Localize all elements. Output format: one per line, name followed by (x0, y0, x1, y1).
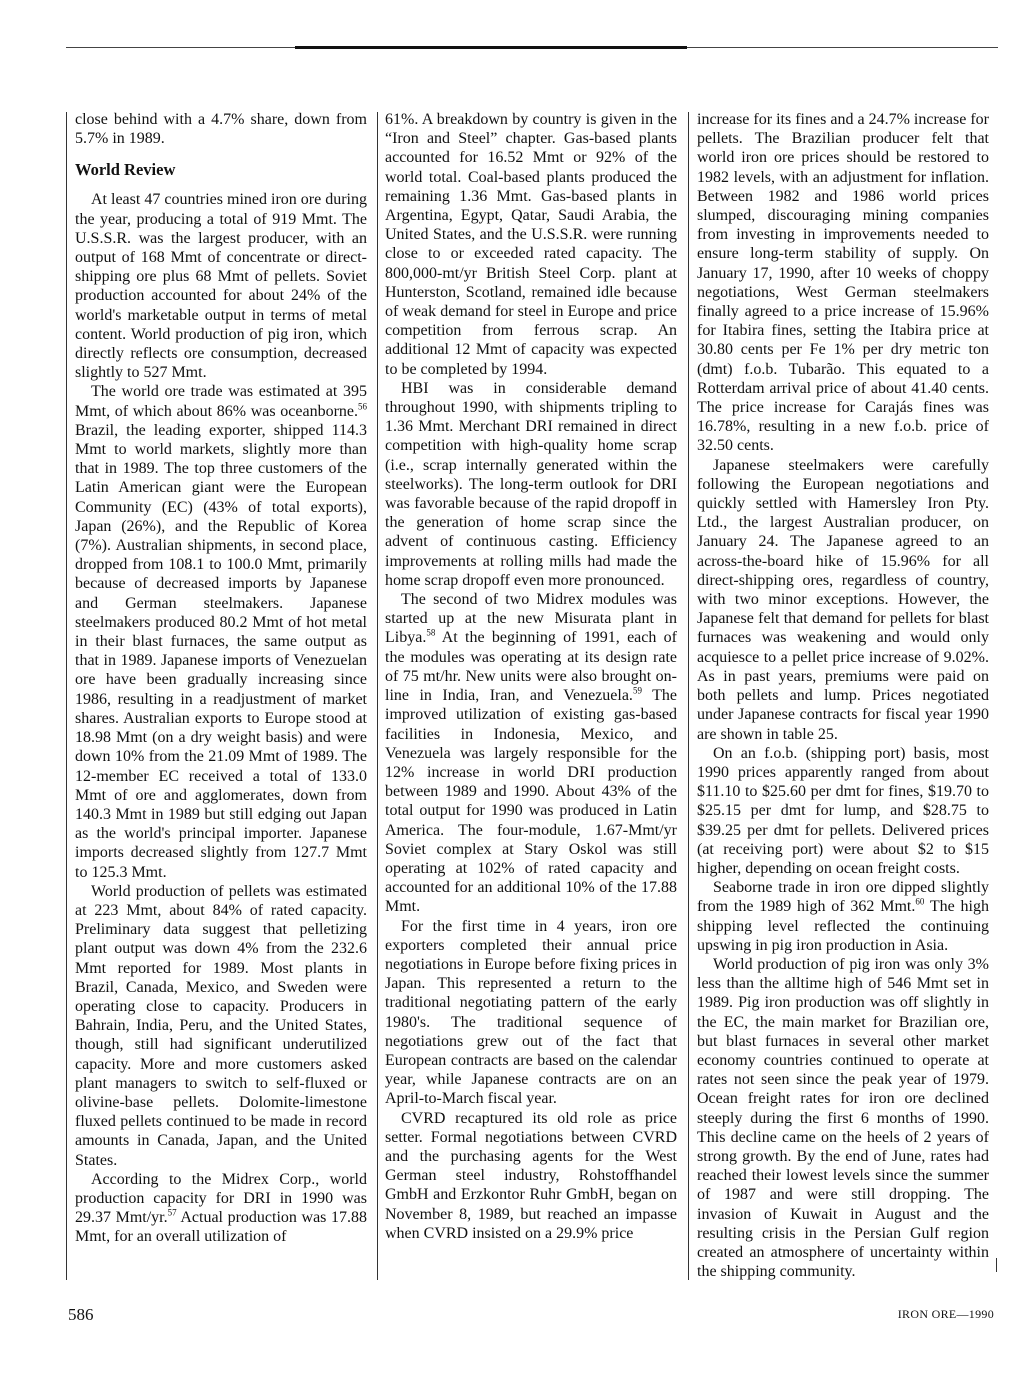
text-run: The second of two Midrex modules was started up at the new Misurata plant in Libya. (385, 591, 677, 647)
paragraph (385, 590, 677, 916)
top-rule-accent (295, 46, 687, 49)
paragraph: 61%. A breakdown by country is given in the “Iron and Steel” chapter. Gas-based plants accounted for 16.52 Mmt or 92% of the world total. Coal-based plants produced the remaining 1.36 Mmt. Gas-based plants in Argentina, Egypt, Qatar, Saudi Arabia, the United States, and the U.S.S.R. were running close to or exceeded rated capacity. The 800,000-mt/yr British Steel Corp. plant at Hunterston, Scotland, remained idle because of weak demand for steel in Europe and price competition from ferrous scrap. An additional 12 Mmt of capacity was expected to be completed by 1994. (385, 111, 677, 378)
page-number: 586 (68, 1305, 94, 1324)
text-run: According to the Midrex Corp., world production capacity for DRI in 1990 was 29.37 Mmt/yr. (75, 1170, 367, 1227)
text-run: Brazil, the leading exporter, shipped 114.3 Mmt to world markets, slightly more than that in 1989. The top three customers of the Latin American giant were the European Community (EC) (43% of total exports), Japan (26%), and the Republic of Korea (7%). Australian shipments, in second place, dropped from 108.1 to 100.0 Mmt, primarily because of decreased imports by Japanese and German steelmakers. Japanese steelmakers produced 80.2 Mmt of hot metal in their blast furnaces, the same output as that in 1989. Japanese imports of Venezuelan ore have been gradually increasing since 1986, resulting in a readjustment of market shares. Australian exports to Europe stood at 18.98 Mmt (on a dry weight basis) and were down 10% from the 21.09 Mmt of 1989. The 12-member EC received a total of 133.0 Mmt of ore and agglomerates, down from 140.3 Mmt in 1989 but still edging out Japan as the world's principal importer. Japanese imports decreased slightly from 127.7 Mmt to 125.3 Mmt. (75, 421, 367, 881)
column-left-margin-rule (66, 112, 67, 1280)
footnote-ref: 57 (167, 1207, 177, 1218)
column-2 (385, 110, 677, 1280)
paragraph: At least 47 countries mined iron ore during the year, producing a total of 919 Mmt. The U.S.S.R. was the largest producer, with an output of 168 Mmt of concentrate or direct-shipping ore plus 68 Mmt of pellets. Soviet production accounted for about 24% of the world's marketable output in terms of metal content. World production of pig iron, which directly reflects ore consumption, decreased slightly to 527 Mmt. (75, 191, 367, 382)
column-3 (697, 110, 989, 1280)
paragraph (697, 878, 989, 955)
column-1 (75, 110, 367, 1280)
paragraph: CVRD recaptured its old role as price setter. Formal negotiations between CVRD and the purchasing agents for the West German steel industry, Rohstoffhandel GmbH and Erzkontor Ruhr GmbH, began on November 8, 1989, but reached an impasse when CVRD insisted on a 29.9% price (385, 1109, 677, 1242)
paragraph: For the first time in 4 years, iron ore exporters completed their annual price negotiations in Europe before fixing prices in Japan. This represented a return to the traditional negotiating pattern of the early 1980's. The traditional sequence of negotiations grew out of the fact that European contracts are based on the calendar year, while Japanese contracts are on an April-to-March fiscal year. (385, 917, 677, 1108)
paragraph: On an f.o.b. (shipping port) basis, most 1990 prices apparently ranged from about $11.10 to $25.60 per dmt for fines, $19.70 to $25.15 per dmt for lump, and $28.75 to $39.25 per dmt for pellets. Delivered prices (at receiving port) were about $2 to $15 higher, depending on ocean freight costs. (697, 744, 989, 877)
text-run: Seaborne trade in iron ore dipped slightly from the 1989 high of 362 Mmt. (697, 879, 989, 916)
text-run: The improved utilization of existing gas-based facilities in Indonesia, Mexico, and Venezuela was largely responsible for the 12% increase in world DRI production between 1989 and 1990. About 43% of the total output for 1990 was produced in Latin America. The four-module, 1.67-Mmt/yr Soviet complex at Stary Oskol was still operating at 102% of rated capacity and accounted for an additional 10% of the 17.88 Mmt. (385, 687, 677, 916)
paragraph: increase for its fines and a 24.7% increase for pellets. The Brazilian producer felt that world iron ore prices should be restored to 1982 levels, with an adjustment for inflation. Between 1982 and 1986 world prices slumped, discouraging mining companies from investing in improvements needed to ensure long-term stability of supply. On January 17, 1990, after 10 weeks of choppy negotiations, West German steelmakers finally agreed to a price increase of 15.96% for Itabira fines, setting the Itabira price at 30.80 cents per Fe 1% per dry metric ton (dmt) f.o.b. Tubarão. This equated to a Rotterdam arrival price of about 41.40 cents. The price increase for Carajás fines was 16.78%, resulting in a new f.o.b. price of 32.50 cents. (697, 111, 989, 455)
paragraph (75, 1170, 367, 1247)
paragraph: World production of pellets was estimated at 223 Mmt, about 84% of rated capacity. Preliminary data suggest that pelletizing plant output was down 4% from the 232.6 Mmt reported for 1989. Most plants in Brazil, Canada, Mexico, and Sweden were operating close to capacity. Producers in Bahrain, India, Peru, and the United States, though, still had significant underutilized capacity. More and more customers asked plant managers to switch to self-fluxed or olivine-base pellets. Dolomite-limestone fluxed pellets continued to be made in record amounts in Canada, Japan, and the United States. (75, 882, 367, 1169)
footnote-ref: 59 (632, 685, 642, 696)
paragraph (75, 382, 367, 881)
footnote-ref: 60 (915, 897, 925, 907)
footnote-ref: 56 (358, 401, 367, 412)
paragraph: close behind with a 4.7% share, down from 5.7% in 1989. (75, 111, 367, 148)
text-run: At the beginning of 1991, each of the modules was operating at its design rate of 75 mt/hr. New units were also brought on-line in India, Iran, and Venezuela. (385, 629, 677, 705)
text-run: The world ore trade was estimated at 395 Mmt, of which about 86% was oceanborne. (75, 383, 367, 420)
section-heading: World Review (75, 160, 176, 180)
paragraph: Japanese steelmakers were carefully following the European negotiations and quickly settled with Hamersley Iron Pty. Ltd., the largest Australian producer, on January 24. The Japanese agreed to an across-the-board hike of 15.96% for all direct-shipping ores, regardless of country, with two minor exceptions. However, the Japanese felt that demand for pellets for blast furnaces was weakening and would only acquiesce to a pellet price increase of 9.02%. As in past years, premiums were paid on both pellets and lump. Prices negotiated under Japanese contracts for fiscal year 1990 are shown in table 25. (697, 456, 989, 743)
text-run: The high shipping level reflected the continuing upswing in pig iron production in Asia. (697, 898, 989, 954)
paragraph: World production of pig iron was only 3% less than the alltime high of 546 Mmt set in 1989. Pig iron production was off slightly in the EC, the main market for Brazilian ore, but blast furnaces in several other market economy countries continued to operate at rates not seen since the peak year of 1979. Ocean freight rates for iron ore declined steeply during the first 6 months of 1990. This decline came on the heels of 2 years of strong growth. By the end of June, rates had reached their lowest levels since the summer of 1987 and were still dropping. The invasion of Kuwait in August and the resulting crisis in the Persian Gulf region created an atmosphere of uncertainty within the shipping community. (697, 955, 989, 1280)
column-divider-1 (377, 112, 378, 1280)
text-run: Actual production was 17.88 Mmt, for an overall utilization of (75, 1209, 367, 1246)
running-footer: IRON ORE—1990 (897, 1307, 994, 1321)
column-right-margin-rule (996, 1258, 997, 1272)
column-divider-2 (688, 112, 689, 1280)
footnote-ref: 58 (426, 628, 436, 639)
paragraph: HBI was in considerable demand throughout 1990, with shipments tripling to 1.36 Mmt. Merchant DRI remained in direct competition with high-quality home scrap (i.e., scrap internally generated within the steelworks). The long-term outlook for DRI was favorable because of the rapid dropoff in the generation of home scrap since the advent of continuous casting. Efficiency improvements at rolling mills had made the home scrap dropoff even more pronounced. (385, 379, 677, 589)
